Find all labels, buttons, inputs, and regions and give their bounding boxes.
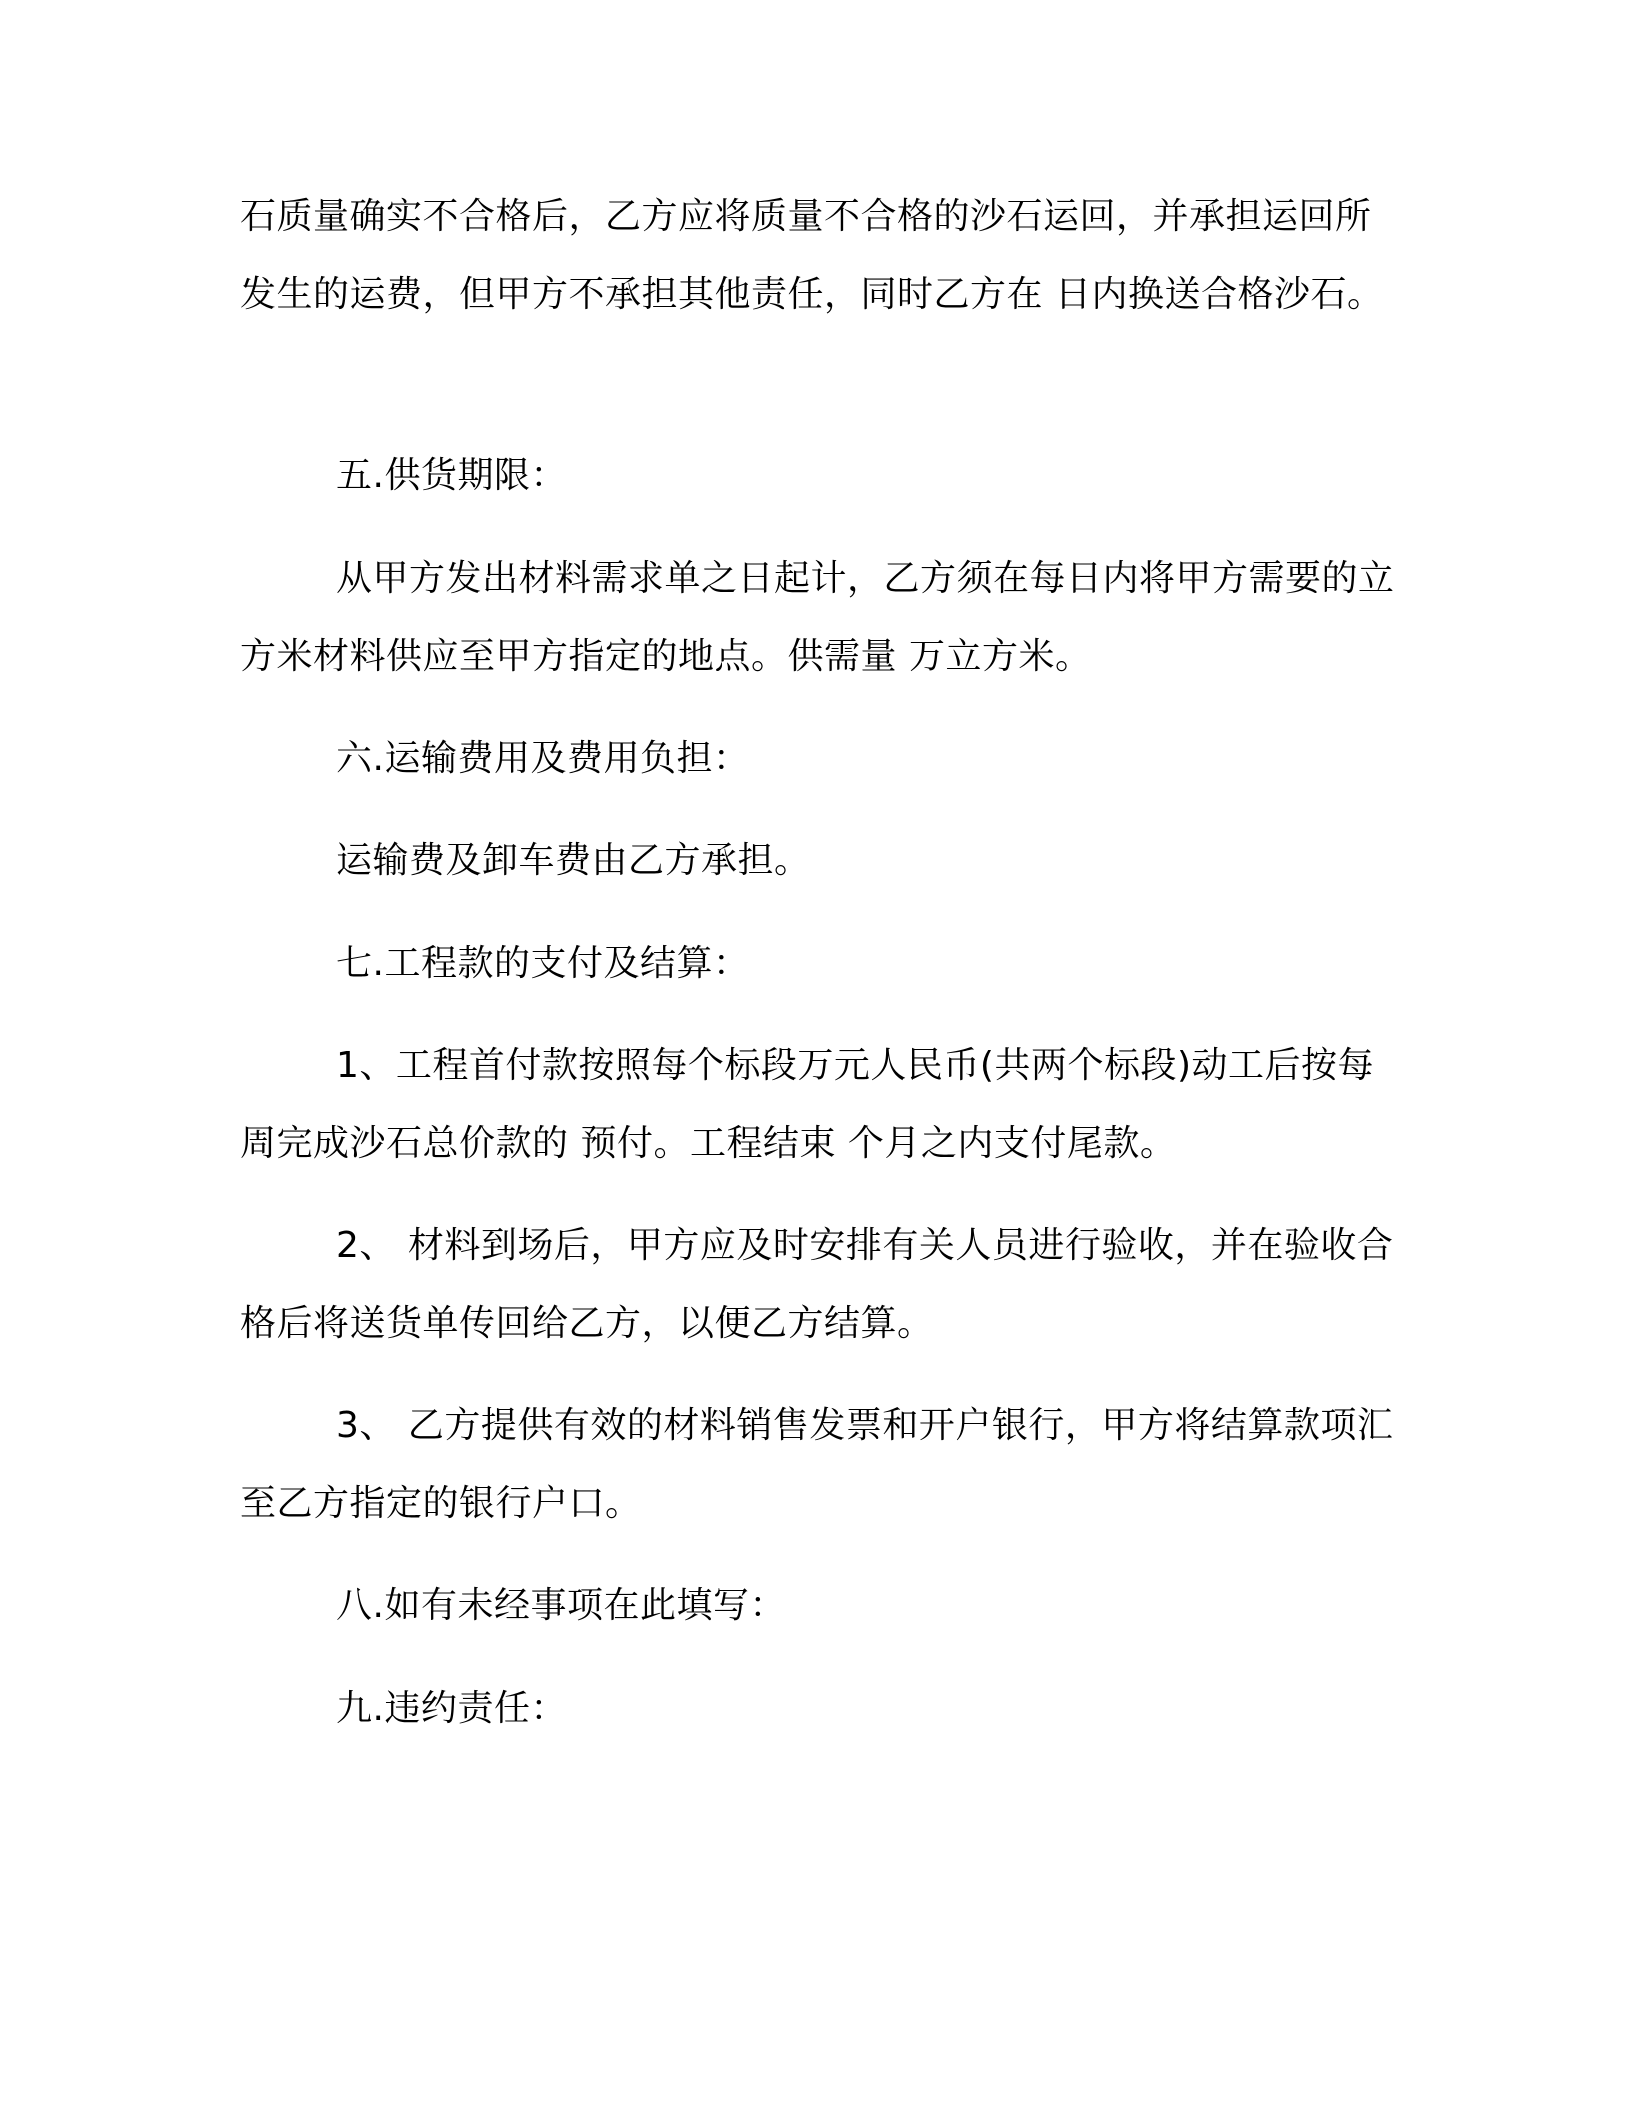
section-heading-payment-settlement: 七.工程款的支付及结算：: [336, 943, 750, 984]
paragraph-payment-item-3: 3、 乙方提供有效的材料销售发票和开户银行，甲方将结算款项汇至乙方指定的银行户口。: [240, 1405, 1394, 1524]
section-heading-supply-period: 五.供货期限：: [336, 455, 567, 496]
paragraph-payment-item-1: 1、工程首付款按照每个标段万元人民币(共两个标段)动工后按每周完成沙石总价款的 预付。工程结束 个月之内支付尾款。: [240, 1045, 1374, 1164]
paragraph-transport-costs: 运输费及卸车费由乙方承担。: [336, 840, 811, 881]
paragraph-payment-item-2: 2、 材料到场后，甲方应及时安排有关人员进行验收，并在验收合格后将送货单传回给乙方，以便乙方结算。: [240, 1225, 1394, 1344]
section-heading-transport-costs: 六.运输费用及费用负担：: [336, 738, 750, 779]
section-heading-breach-liability: 九.违约责任：: [336, 1688, 567, 1729]
paragraph-supply-period: 从甲方发出材料需求单之日起计，乙方须在每日内将甲方需要的立方米材料供应至甲方指定的地点。供需量 万立方米。: [240, 558, 1395, 677]
section-heading-other-matters: 八.如有未经事项在此填写：: [336, 1585, 786, 1626]
paragraph-quality-return: 石质量确实不合格后，乙方应将质量不合格的沙石运回，并承担运回所发生的运费，但甲方不承担其他责任，同时乙方在 日内换送合格沙石。: [240, 196, 1384, 315]
